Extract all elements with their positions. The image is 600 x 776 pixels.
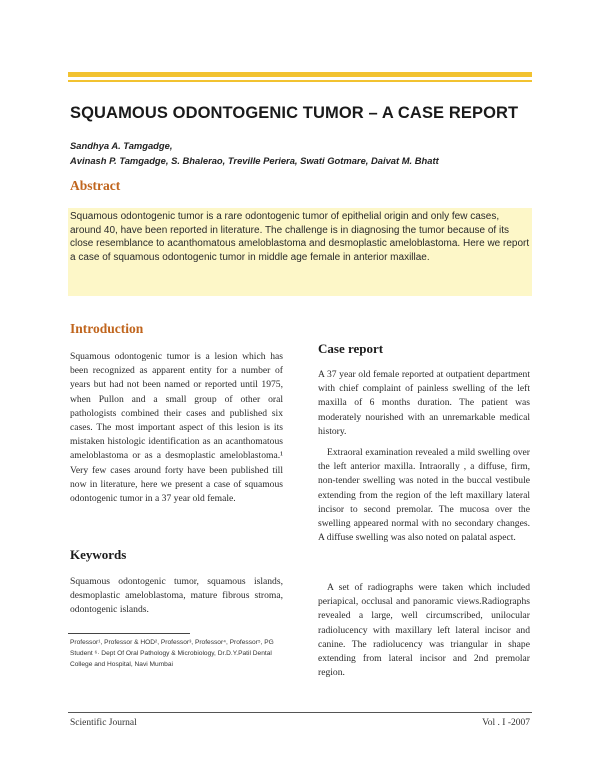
header-rule-thin bbox=[68, 80, 532, 82]
paper-title: SQUAMOUS ODONTOGENIC TUMOR – A CASE REPORT bbox=[70, 104, 519, 122]
case-report-paragraph-2: Extraoral examination revealed a mild swelling over the left anterior maxilla. Intraorally , a diffuse, firm, non-tender swelling was noted in the buccal vestibule extending from the region of the left maxillary lateral incisor to second premolar. The mucosa over the swelling appeared normal with no secondary changes. A diffuse swelling was also noted on palatal aspect. bbox=[318, 447, 530, 544]
author-line-1: Sandhya A. Tamgadge, bbox=[70, 140, 173, 151]
author-list bbox=[70, 138, 439, 168]
case-report-paragraph-3: A set of radiographs were taken which included periapical, occlusal and panoramic views.Radiographs revealed a large, well circumscribed, unilocular radiolucency with maxillary left lateral incisor and canine. The radiolucency was triangular in shape extending from lateral incisor and 2nd premolar region. bbox=[318, 582, 530, 679]
footnote-rule bbox=[68, 633, 190, 634]
author-line-2: Avinash P. Tamgadge, S. Bhalerao, Treville Periera, Swati Gotmare, Daivat M. Bhatt bbox=[70, 155, 439, 166]
introduction-text: Squamous odontogenic tumor is a lesion which has been recognized as apparent entity for a number of years but had not been named or reported until 1975, when Pullon and a small group of other oral pathologists combined their cases and published six cases. The most important aspect of this lesion is its mistaken histologic identification as an acanthomatous ameloblastoma or as a desmoplastic ameloblastoma.¹ Very few cases around forty have been published till now in literature, here we present a case of squamous odontogenic tumor in a 37 year old female. bbox=[70, 351, 283, 505]
header-rule-thick bbox=[68, 72, 532, 77]
keywords-heading: Keywords bbox=[70, 547, 127, 562]
journal-name: Scientific Journal bbox=[70, 718, 137, 728]
case-report-paragraph-1: A 37 year old female reported at outpatient department with chief complaint of painless swelling of the left maxilla of 6 months duration. The patient was moderately nourished with an unremarkable medical history. bbox=[318, 369, 530, 437]
introduction-heading: Introduction bbox=[70, 321, 144, 336]
case-report-heading: Case report bbox=[318, 341, 384, 356]
abstract-text: Squamous odontogenic tumor is a rare odontogenic tumor of epithelial origin and only few cases, around 40, have been reported in literature. The challenge is in diagnosing the tumor because of its close resemblance to acanthomatous ameloblastoma and desmoplastic ameloblastoma. Here we report a case of squamous odontogenic tumor in middle age female in anterior maxillae. bbox=[70, 211, 530, 263]
keywords-text: Squamous odontogenic tumor, squamous islands, desmoplastic ameloblastoma, mature fibrous stroma, odontogenic islands. bbox=[70, 576, 283, 616]
author-affiliation-footnote: Professor¹, Professor & HOD², Professor³, Professor⁴, Professor⁵, PG Student ⁶· Dept Of Oral Pathology & Microbiology, Dr.D.Y.Patil Dental College and Hospital, Navi Mumbai bbox=[70, 639, 274, 669]
volume-label: Vol . I -2007 bbox=[482, 718, 530, 728]
footer-rule bbox=[68, 712, 532, 713]
abstract-heading: Abstract bbox=[70, 178, 121, 193]
